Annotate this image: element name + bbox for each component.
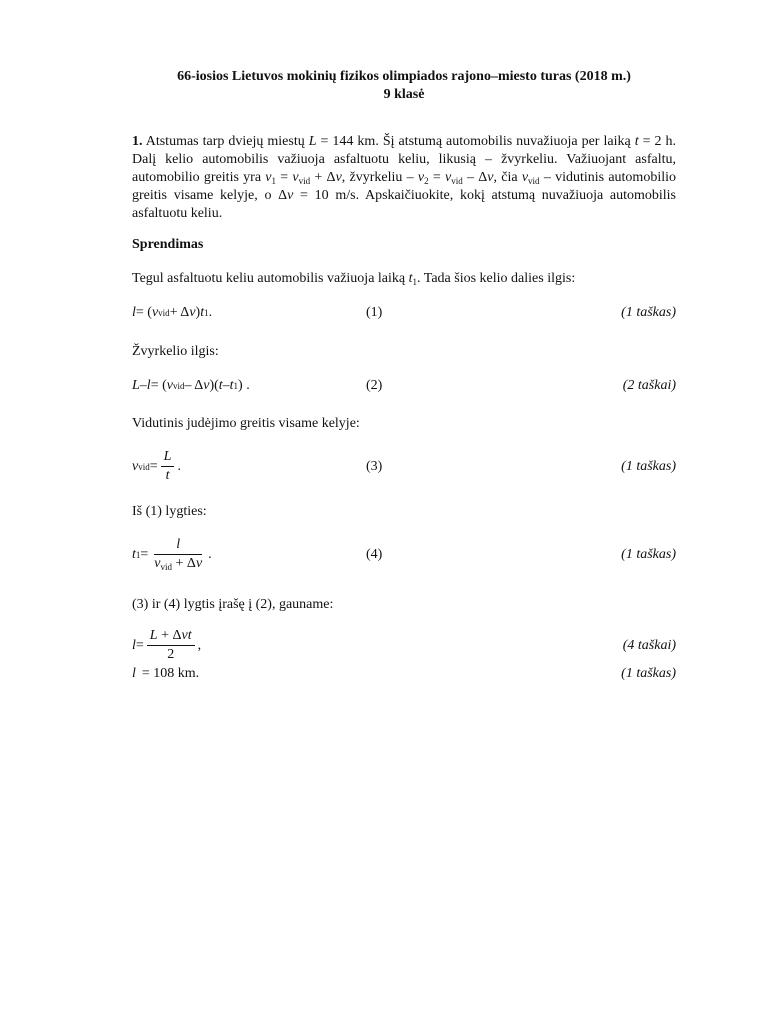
average-speed-label: Vidutinis judėjimo greitis visame kelyje: (132, 416, 360, 431)
points-label: (2 taškai) (622, 378, 676, 393)
gravel-label: Žvyrkelio ilgis: (132, 344, 219, 359)
equation-5: l = $\frac{\text{L + Δvt}}{2}$ , (132, 628, 202, 662)
solution-intro: Tegul asfaltuotu keliu automobilis važiuoja laiką $t_1$. Tada šios kelio dalies ilgis: (132, 271, 576, 287)
equation-number: (4) (366, 547, 383, 562)
problem-statement: 1. Atstumas tarp dviejų miestų L = 144 km. Šį atstumą automobilis nuvažiuoja per laiką t = 2 h. Dalį kelio automobilis važiuoja asfaltuotu keliu, likusią – žvyrkeliu. Važiuojant asfaltu, automobilio greitis yra $v_1 = v_{vid} + \Delta v$, žvyrkeliu – $v_2 = v_{vid} - \Delta v$, čia $v_{vid}$ – vidutinis automobilio greitis visame kelyje, o Δv = 10 m/s. Apskaičiuokite, kokį atstumą nuvažiuoja automobilis asfaltuotu keliu. (132, 134, 676, 221)
points-label: (4 taškai) (622, 638, 676, 653)
equation-number: (2) (366, 378, 383, 393)
points-label: (1 taškas) (621, 547, 676, 562)
fraction: $\frac{\text{L + Δvt}}{2}$ (147, 628, 195, 663)
equation-4: t 1 = $\frac{l}{v_{vid} + \Delta v}$ . (132, 537, 212, 572)
equation-1: l = ( v vid + Δ v ) t 1 . (132, 305, 213, 320)
equation-number: (3) (366, 459, 383, 474)
points-label: (1 taškas) (621, 305, 676, 320)
problem-number: 1. (132, 134, 143, 149)
equation-3: v vid = $\frac{L}{t}$ . (132, 449, 181, 483)
document-title: 66-iosios Lietuvos mokinių fizikos olimpiados rajono–miesto turas (2018 m.) (177, 69, 631, 84)
document-subtitle: 9 klasė (383, 87, 425, 102)
from-equation-1-label: Iš (1) lygties: (132, 504, 207, 519)
fraction: $\frac{L}{t}$ (161, 449, 175, 484)
points-label: (1 taškas) (621, 666, 676, 681)
final-answer: l = 108 km. (132, 666, 200, 681)
fraction: $\frac{l}{v_{vid} + \Delta v}$ (154, 537, 203, 572)
substitution-label: (3) ir (4) lygtis įrašę į (2), gauname: (132, 597, 334, 612)
points-label: (1 taškas) (621, 459, 676, 474)
equation-2: L – l = ( v vid – Δ v )( t – t 1 ) . (132, 378, 250, 393)
equation-number: (1) (366, 305, 383, 320)
solution-heading: Sprendimas (132, 237, 204, 252)
